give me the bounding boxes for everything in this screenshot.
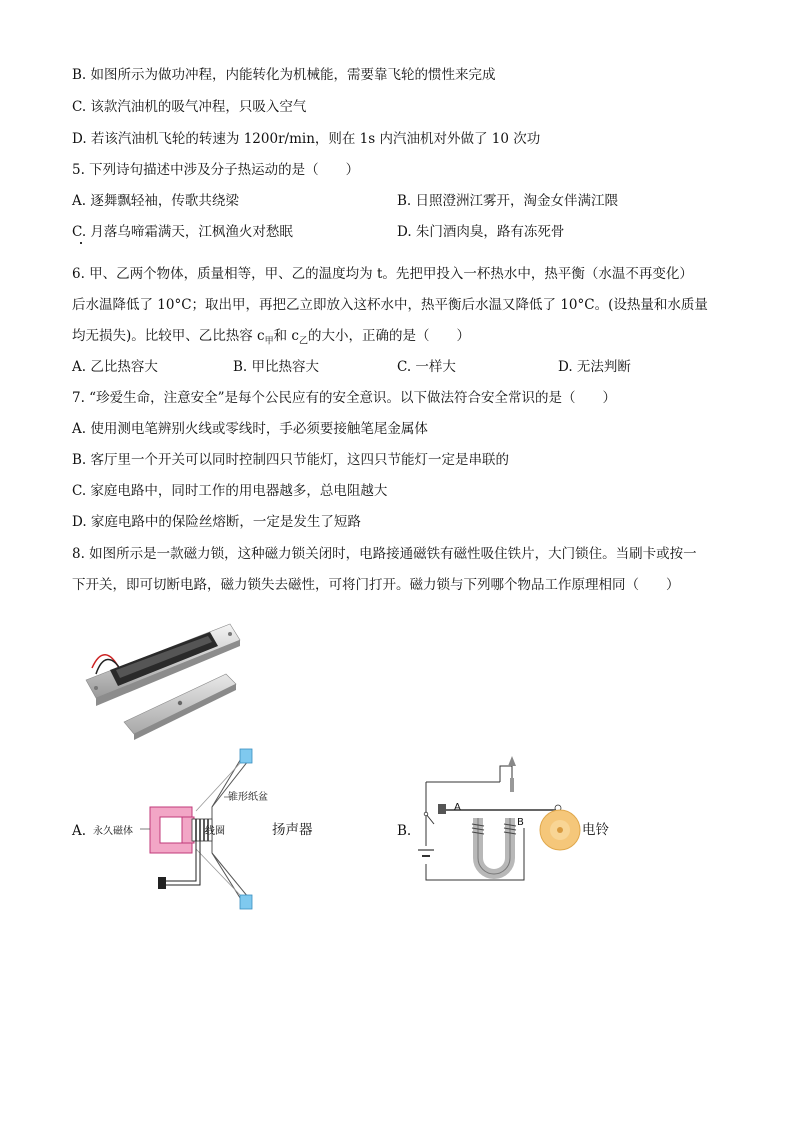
q6-option-a: A. 乙比热容大 bbox=[72, 359, 158, 375]
q5-option-a: A. 逐舞飘轻袖，传歌共绕梁 bbox=[72, 193, 239, 209]
point-a-label: A bbox=[454, 802, 461, 813]
q8-option-a-name: 扬声器 bbox=[272, 822, 313, 838]
magnetic-lock-image bbox=[80, 610, 250, 745]
q6-option-b: B. 甲比热容大 bbox=[233, 359, 320, 375]
q8-stem-line1: 8. 如图所示是一款磁力锁，这种磁力锁关闭时，电路接通磁铁有磁性吸住铁片，大门锁住。当刷卡或按一 bbox=[72, 546, 697, 562]
q4-option-d: D. 若该汽油机飞轮的转速为 1200r/min，则在 1s 内汽油机对外做了 10 次功 bbox=[72, 131, 541, 147]
q6-stem-line3: 均无损失)。比较甲、乙比热容 $c_甲$和 $c_乙$的大小，正确的是（ ） bbox=[72, 328, 471, 347]
q4-option-b: B. 如图所示为做功冲程，内能转化为机械能，需要靠飞轮的惯性来完成 bbox=[72, 67, 496, 83]
q6-stem-line1: 6. 甲、乙两个物体，质量相等，甲、乙的温度均为 t。先把甲投入一杯热水中，热平衡（水温不再变化） bbox=[72, 266, 693, 282]
q8-option-b-label: B. bbox=[397, 823, 412, 839]
q7-option-c: C. 家庭电路中，同时工作的用电器越多，总电阻越大 bbox=[72, 483, 388, 499]
q6-option-c: C. 一样大 bbox=[397, 359, 456, 375]
q8-stem-line2: 下开关，即可切断电路，磁力锁失去磁性，可将门打开。磁力锁与下列哪个物品工作原理相同（ ） bbox=[72, 577, 680, 593]
cone-label: 锥形纸盆 bbox=[228, 792, 268, 803]
q7-option-b: B. 客厅里一个开关可以同时控制四只节能灯，这四只节能灯一定是串联的 bbox=[72, 452, 510, 468]
q5-option-b: B. 日照澄洲江雾开，淘金女伴满江隈 bbox=[397, 193, 619, 209]
q5-stem: 5. 下列诗句描述中涉及分子热运动的是（ ） bbox=[72, 162, 360, 178]
electric-bell-diagram bbox=[412, 752, 587, 887]
coil-label: 线圈 bbox=[205, 826, 225, 837]
permanent-magnet-label: 永久磁体 bbox=[93, 826, 133, 837]
point-b-label: B bbox=[517, 817, 524, 828]
q8-option-a-label: A. bbox=[72, 823, 87, 839]
q5-option-d: D. 朱门酒肉臭，路有冻死骨 bbox=[397, 224, 565, 240]
q7-option-a: A. 使用测电笔辨别火线或零线时，手必须要接触笔尾金属体 bbox=[72, 421, 428, 437]
q6-stem-line2: 后水温降低了 10°C；取出甲，再把乙立即放入这杯水中，热平衡后水温又降低了 10°C。(设热量和水质量 bbox=[72, 297, 708, 313]
q6-option-d: D. 无法判断 bbox=[558, 359, 631, 375]
q7-option-d: D. 家庭电路中的保险丝熔断，一定是发生了短路 bbox=[72, 514, 361, 530]
q8-option-b-name: 电铃 bbox=[582, 822, 609, 838]
q5-option-c: C. 月落乌啼霜满天，江枫渔火对愁眠 bbox=[72, 224, 293, 240]
q7-stem: 7. “珍爱生命，注意安全”是每个公民应有的安全意识。以下做法符合安全常识的是（ ） bbox=[72, 390, 616, 406]
q4-option-c: C. 该款汽油机的吸气冲程，只吸入空气 bbox=[72, 99, 307, 115]
stray-dot bbox=[80, 242, 82, 244]
